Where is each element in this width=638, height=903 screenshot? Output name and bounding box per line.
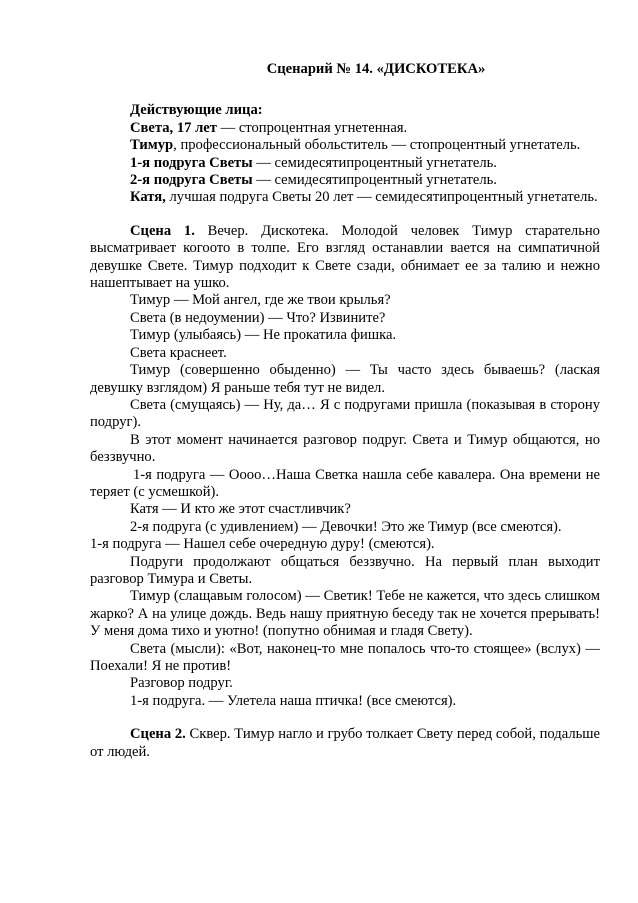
script-line: Тимур (улыбаясь) — Не прокатила фишка. [130,327,397,344]
script-line: Света (смущаясь) — Ну, да… Я с подругами пришла (показывая в сторону подруг). [90,396,600,431]
script-line: Тимур (слащавым голосом) — Светик! Тебе не кажется, что здесь слишком жарко? А на улице дождь. Ведь нашу приятную беседу так не хочется прерывать! У меня дома тихо и уютно! (попутно обнимая и гладя Свету). [90,588,600,640]
script-line: Разговор подруг. [130,675,233,692]
script-line: 1-я подруга. — Улетела наша птичка! (все смеются). [130,692,457,709]
cast-entry: Света, 17 лет — стопроцентная угнетенная. [130,119,408,136]
script-line: Катя — И кто же этот счастливчик? [130,501,351,518]
script-line: Тимур — Мой ангел, где же твои крылья? [130,292,391,309]
script-line: 1-я подруга — Нашел себе очередную дуру! (смеются). [90,536,435,553]
script-line: Света (мысли): «Вот, наконец-то мне попалось что-то стоящее» (вслух) — Поехали! Я не против! [90,640,600,674]
script-line: Подруги продолжают общаться беззвучно. На первый план выходит разговор Тимура и Светы. [90,553,600,587]
script-line: Света (в недоумении) — Что? Извините? [130,309,386,326]
scene-2-intro: Сцена 2. Сквер. Тимур нагло и грубо толкает Свету перед собой, подальше от людей. [90,726,600,760]
document-title: Сценарий № 14. «ДИСКОТЕКА» [266,61,486,77]
script-line: Тимур (совершенно обыденно) — Ты часто здесь бываешь? (лаская девушку взглядом) Я раньше тебя тут не видел. [90,362,600,396]
script-line: В этот момент начинается разговор подруг. Света и Тимур общаются, но беззвучно. [90,431,600,466]
cast-entry: Катя, лучшая подруга Светы 20 лет — семидесятипроцентный угнетатель. [130,189,598,206]
script-line: 1-я подруга — Оооо…Наша Светка нашла себе кавалера. Она времени не теряет (с усмешкой). [90,466,600,500]
script-line: 2-я подруга (с удивлением) — Девочки! Это же Тимур (все смеются). [130,518,562,535]
scene-1-intro: Сцена 1. Вечер. Дискотека. Молодой человек Тимур старательно высматривает когоото в толпе. Его взгляд останавлии вается на симпатичной девушке Свете. Тимур подходит к Свете сзади, обнимает ее за талию и нежно нашептывает на ушко. [90,222,600,292]
cast-entry: 1-я подруга Светы — семидесятипроцентный угнетатель. [130,154,497,171]
cast-entry: 2-я подруга Светы — семидесятипроцентный угнетатель. [130,172,497,189]
cast-heading: Действующие лица: [130,102,263,119]
cast-entry: Тимур, профессиональный обольститель — стопроцентный угнетатель. [130,137,581,154]
script-line: Света краснеет. [130,344,227,361]
document-page [90,61,600,761]
